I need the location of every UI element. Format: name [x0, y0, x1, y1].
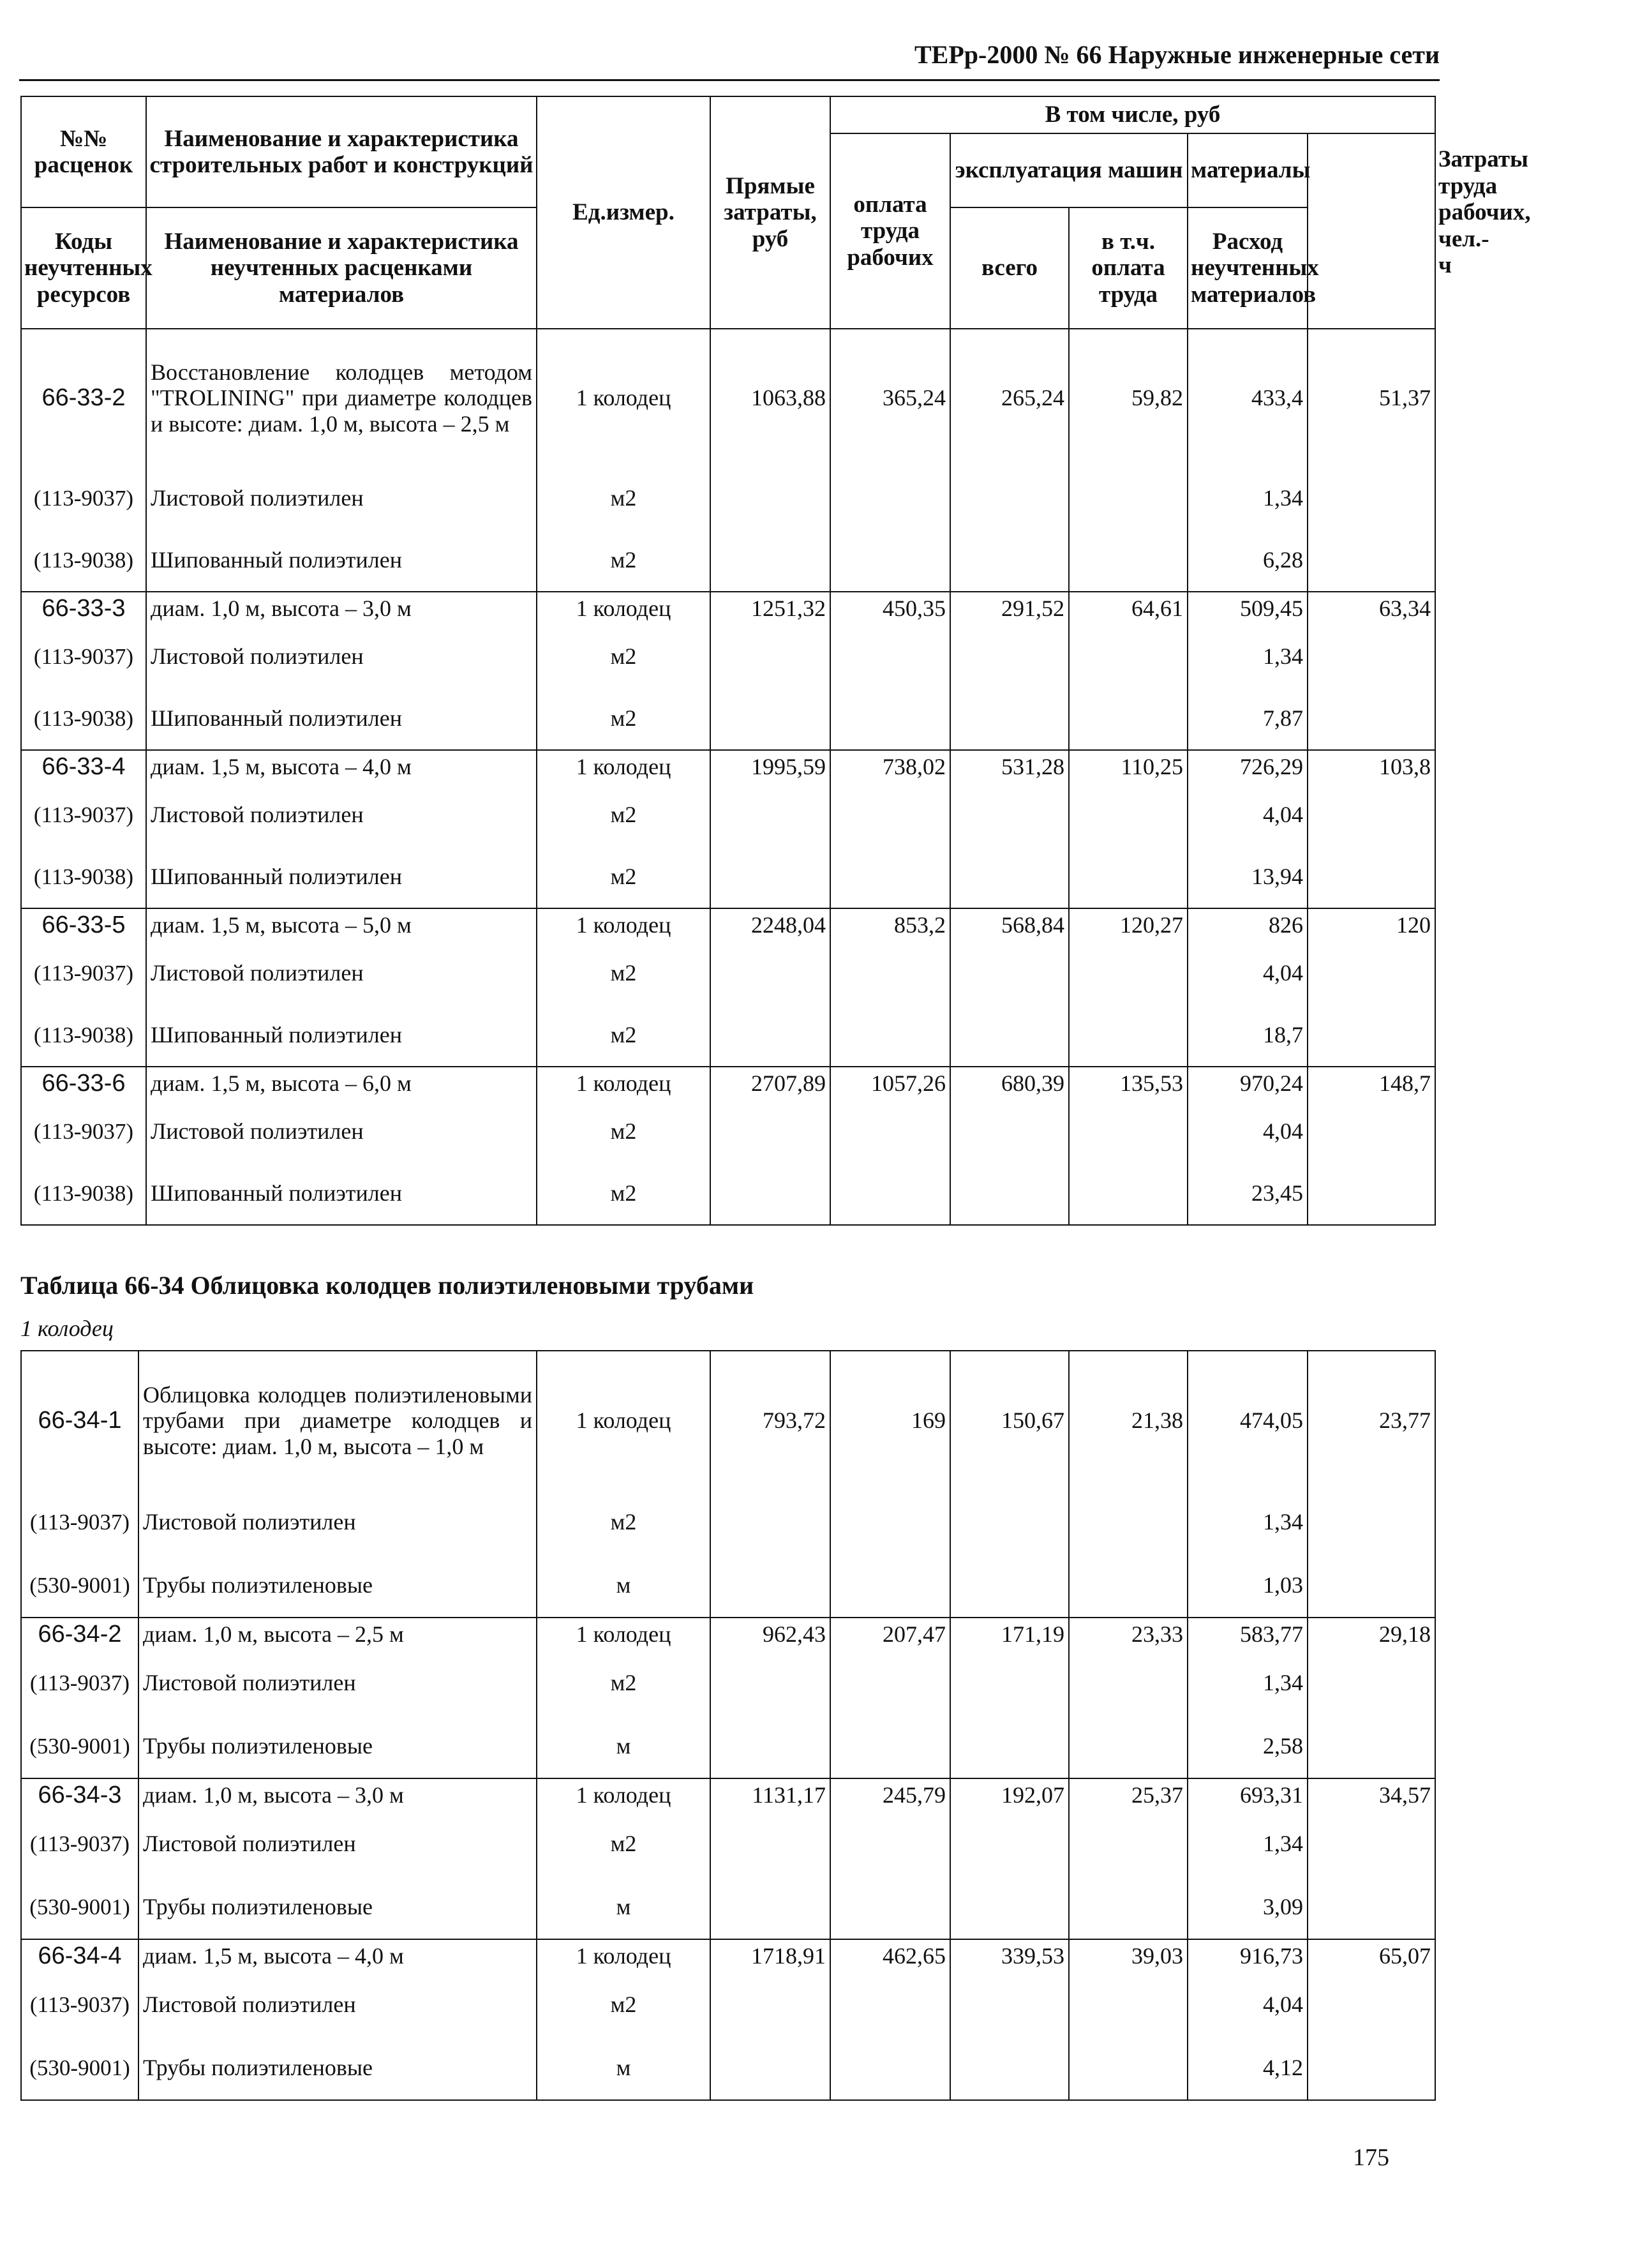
direct-costs: 2707,89 — [710, 1067, 830, 1100]
resource-unit: м2 — [537, 783, 710, 846]
rate-name: диам. 1,5 м, высота – 4,0 м — [146, 750, 537, 783]
labor-cost: 29,18 — [1308, 1618, 1435, 1651]
resource-row — [21, 529, 1435, 592]
rate-name: диам. 1,5 м, высота – 5,0 м — [146, 908, 537, 942]
machines-labor: 25,37 — [1069, 1778, 1188, 1812]
machines-labor: 39,03 — [1069, 1939, 1188, 1972]
resource-row — [21, 1100, 1435, 1162]
header-rule — [19, 79, 1440, 81]
materials: 693,31 — [1188, 1778, 1308, 1812]
rate-unit: 1 колодец — [537, 750, 710, 783]
labor-cost: 103,8 — [1308, 750, 1435, 783]
resource-unit: м2 — [537, 846, 710, 908]
resource-unit: м2 — [537, 467, 710, 529]
resource-qty: 23,45 — [1188, 1162, 1308, 1225]
rate-row — [21, 1778, 1435, 1812]
resource-unit: м2 — [537, 1972, 710, 2036]
resource-name: Трубы полиэтиленовые — [138, 2036, 537, 2100]
labor-cost: 65,07 — [1308, 1939, 1435, 1972]
rate-code: 66-34-1 — [21, 1351, 138, 1490]
machines-labor: 135,53 — [1069, 1067, 1188, 1100]
rate-unit: 1 колодец — [537, 1618, 710, 1651]
rate-code: 66-33-4 — [21, 750, 146, 783]
resource-qty: 18,7 — [1188, 1004, 1308, 1067]
rate-row — [21, 750, 1435, 783]
resource-unit: м2 — [537, 1162, 710, 1225]
machines-labor: 23,33 — [1069, 1618, 1188, 1651]
direct-costs: 1995,59 — [710, 750, 830, 783]
resource-code: (113-9037) — [21, 625, 146, 687]
resource-row — [21, 2036, 1435, 2100]
rate-row — [21, 592, 1435, 625]
rate-row — [21, 329, 1435, 467]
header-materials-top: материалы — [1188, 133, 1308, 207]
rate-row — [21, 1618, 1435, 1651]
labor-cost: 120 — [1308, 908, 1435, 942]
rate-row — [21, 1067, 1435, 1100]
rate-unit: 1 колодец — [537, 1939, 710, 1972]
resource-qty: 1,03 — [1188, 1554, 1308, 1618]
resource-qty: 2,58 — [1188, 1715, 1308, 1778]
resource-code: (113-9037) — [21, 942, 146, 1004]
resource-code: (530-9001) — [21, 1554, 138, 1618]
resource-unit: м2 — [537, 529, 710, 592]
resource-qty: 4,04 — [1188, 1972, 1308, 2036]
materials: 916,73 — [1188, 1939, 1308, 1972]
resource-code: (530-9001) — [21, 1715, 138, 1778]
materials: 433,4 — [1188, 329, 1308, 467]
rates-table-66-34 — [20, 1350, 1436, 2101]
resource-qty: 1,34 — [1188, 467, 1308, 529]
header-machines: эксплуатация машин — [950, 133, 1188, 207]
labor-pay: 853,2 — [830, 908, 950, 942]
rate-unit: 1 колодец — [537, 1778, 710, 1812]
resource-qty: 1,34 — [1188, 1490, 1308, 1554]
materials: 970,24 — [1188, 1067, 1308, 1100]
labor-cost: 34,57 — [1308, 1778, 1435, 1812]
rate-name: Восстановление колодцев методом "TROLINING" при диаметре колодцев и высоте: диам. 1,0 м, высота – 2,5 м — [146, 329, 537, 467]
resource-row — [21, 467, 1435, 529]
machines-labor: 59,82 — [1069, 329, 1188, 467]
resource-row — [21, 1554, 1435, 1618]
resource-name: Листовой полиэтилен — [146, 1100, 537, 1162]
rate-code: 66-34-4 — [21, 1939, 138, 1972]
direct-costs: 1063,88 — [710, 329, 830, 467]
resource-code: (113-9037) — [21, 1812, 138, 1875]
table-66-34-unit-note: 1 колодец — [20, 1316, 114, 1341]
resource-name: Шипованный полиэтилен — [146, 1162, 537, 1225]
resource-code: (113-9037) — [21, 1972, 138, 2036]
materials: 583,77 — [1188, 1618, 1308, 1651]
labor-pay: 1057,26 — [830, 1067, 950, 1100]
direct-costs: 2248,04 — [710, 908, 830, 942]
rate-code: 66-33-6 — [21, 1067, 146, 1100]
resource-row — [21, 1162, 1435, 1225]
resource-qty: 13,94 — [1188, 846, 1308, 908]
labor-cost: 148,7 — [1308, 1067, 1435, 1100]
machines-total: 339,53 — [950, 1939, 1069, 1972]
rate-name: диам. 1,5 м, высота – 6,0 м — [146, 1067, 537, 1100]
resource-unit: м2 — [537, 625, 710, 687]
rate-name: диам. 1,0 м, высота – 3,0 м — [138, 1778, 537, 1812]
resource-code: (113-9038) — [21, 1162, 146, 1225]
resource-name: Листовой полиэтилен — [146, 783, 537, 846]
resource-name: Шипованный полиэтилен — [146, 1004, 537, 1067]
labor-pay: 169 — [830, 1351, 950, 1490]
table-66-34-caption: Таблица 66-34 Облицовка колодцев полиэтиленовыми трубами — [20, 1271, 754, 1300]
rate-code: 66-33-3 — [21, 592, 146, 625]
resource-row — [21, 1004, 1435, 1067]
header-machines-total: всего — [950, 207, 1069, 329]
resource-qty: 4,04 — [1188, 942, 1308, 1004]
direct-costs: 1131,17 — [710, 1778, 830, 1812]
resource-unit: м — [537, 2036, 710, 2100]
machines-labor: 110,25 — [1069, 750, 1188, 783]
machines-total: 291,52 — [950, 592, 1069, 625]
header-direct-costs: Прямые затраты, руб — [710, 96, 830, 329]
rate-code: 66-33-2 — [21, 329, 146, 467]
rate-name: диам. 1,0 м, высота – 3,0 м — [146, 592, 537, 625]
labor-cost: 51,37 — [1308, 329, 1435, 467]
rates-table-66-33: №№ расценок Наименование и характеристика строительных работ и конструкций Ед.измер. Прямые затраты, руб В том числе, руб Затраты труда рабочих, чел.-ч оплата труда рабочих эксплуатация машин материалы Коды неучтенных ресурсов Наименование и характеристика неучтенных расценками материалов всего в т.ч. оплата труда Расход неучтенных материалов 66-33-2 Восстановление колодцев методом "TROLINING" при диаметре колодцев и высоте: диам. 1,0 м, высота – 2,5 м 1 колодец 1063,88 365,24 265,24 59,82 433,4 51,37 (113-9037) Листовой полиэтилен м2 1,34 (113-9038) Шипованный полиэтилен м2 6,28 66-33-3 диам. 1,0 м, высота – 3,0 м 1 колодец 1251,32 450,35 291,52 64,61 509,45 63,34 (113-9037) Листовой полиэтилен м2 1,34 (113-9038) Шипованный полиэтилен м2 7,87 66-33-4 диам. 1,5 м, высота – 4,0 м 1 колодец 1995,59 738,02 531,28 110,25 726,29 103,8 (113-9037) Листовой полиэтилен м2 4,04 (113-9038) Шипованный полиэтилен м2 13,94 66-33-5 диам. 1,5 м, высота – 5,0 м 1 колодец 2248,04 853,2 568,84 120,27 826 120 (113-9037) Листовой полиэтилен м2 4,04 (113-9038) Шипованный полиэтилен м2 18,7 66-33-6 диам. 1,5 м, высота – 6,0 м 1 колодец 2707,89 1057,26 680,39 135,53 970,24 148,7 (113-9037) Листовой полиэтилен м2 4,04 (113-9038) Шипованный полиэтилен м2 23,45 — [20, 96, 1436, 1226]
rate-unit: 1 колодец — [537, 908, 710, 942]
direct-costs: 1251,32 — [710, 592, 830, 625]
rate-code: 66-34-3 — [21, 1778, 138, 1812]
header-machines-labor: в т.ч. оплата труда — [1069, 207, 1188, 329]
resource-qty: 4,04 — [1188, 1100, 1308, 1162]
resource-unit: м2 — [537, 1490, 710, 1554]
header-materials-bottom: Расход неучтенных материалов — [1188, 207, 1308, 329]
materials: 826 — [1188, 908, 1308, 942]
resource-row — [21, 846, 1435, 908]
resource-unit: м — [537, 1715, 710, 1778]
direct-costs: 1718,91 — [710, 1939, 830, 1972]
resource-unit: м2 — [537, 1812, 710, 1875]
resource-unit: м2 — [537, 1100, 710, 1162]
machines-total: 171,19 — [950, 1618, 1069, 1651]
header-codes-bottom: Коды неучтенных ресурсов — [21, 207, 146, 329]
materials: 726,29 — [1188, 750, 1308, 783]
rate-name: диам. 1,0 м, высота – 2,5 м — [138, 1618, 537, 1651]
resource-qty: 1,34 — [1188, 625, 1308, 687]
header-codes-top: №№ расценок — [21, 96, 146, 207]
resource-qty: 4,04 — [1188, 783, 1308, 846]
machines-total: 568,84 — [950, 908, 1069, 942]
rate-name: Облицовка колодцев полиэтиленовыми трубами при диаметре колодцев и высоте: диам. 1,0 м, высота – 1,0 м — [138, 1351, 537, 1490]
resource-unit: м2 — [537, 942, 710, 1004]
labor-pay: 207,47 — [830, 1618, 950, 1651]
resource-unit: м2 — [537, 1651, 710, 1715]
header-labor-pay: оплата труда рабочих — [830, 133, 950, 329]
direct-costs: 793,72 — [710, 1351, 830, 1490]
resource-code: (113-9037) — [21, 1490, 138, 1554]
resource-row — [21, 1972, 1435, 2036]
rate-code: 66-33-5 — [21, 908, 146, 942]
resource-name: Трубы полиэтиленовые — [138, 1715, 537, 1778]
machines-total: 265,24 — [950, 329, 1069, 467]
resource-name: Листовой полиэтилен — [146, 625, 537, 687]
resource-code: (113-9038) — [21, 846, 146, 908]
resource-code: (113-9037) — [21, 467, 146, 529]
labor-pay: 462,65 — [830, 1939, 950, 1972]
resource-row — [21, 687, 1435, 750]
materials: 474,05 — [1188, 1351, 1308, 1490]
resource-row — [21, 1651, 1435, 1715]
resource-qty: 3,09 — [1188, 1875, 1308, 1939]
labor-pay: 738,02 — [830, 750, 950, 783]
header-including: В том числе, руб — [830, 96, 1435, 133]
resource-name: Шипованный полиэтилен — [146, 529, 537, 592]
resource-row — [21, 942, 1435, 1004]
resource-unit: м2 — [537, 687, 710, 750]
resource-unit: м — [537, 1875, 710, 1939]
machines-total: 680,39 — [950, 1067, 1069, 1100]
resource-unit: м2 — [537, 1004, 710, 1067]
resource-row — [21, 1875, 1435, 1939]
resource-row — [21, 1812, 1435, 1875]
resource-code: (113-9038) — [21, 687, 146, 750]
page-header-title: ТЕРр-2000 № 66 Наружные инженерные сети — [914, 40, 1440, 69]
resource-name: Шипованный полиэтилен — [146, 687, 537, 750]
resource-name: Шипованный полиэтилен — [146, 846, 537, 908]
resource-name: Листовой полиэтилен — [146, 942, 537, 1004]
resource-qty: 7,87 — [1188, 687, 1308, 750]
materials: 509,45 — [1188, 592, 1308, 625]
machines-labor: 21,38 — [1069, 1351, 1188, 1490]
resource-row — [21, 1490, 1435, 1554]
resource-row — [21, 625, 1435, 687]
header-name-bottom: Наименование и характеристика неучтенных расценками материалов — [146, 207, 537, 329]
resource-code: (113-9037) — [21, 1651, 138, 1715]
rate-row — [21, 1939, 1435, 1972]
resource-code: (113-9038) — [21, 1004, 146, 1067]
machines-total: 150,67 — [950, 1351, 1069, 1490]
resource-row — [21, 1715, 1435, 1778]
rate-unit: 1 колодец — [537, 1067, 710, 1100]
rate-name: диам. 1,5 м, высота – 4,0 м — [138, 1939, 537, 1972]
resource-name: Листовой полиэтилен — [146, 467, 537, 529]
resource-code: (113-9037) — [21, 1100, 146, 1162]
labor-cost: 63,34 — [1308, 592, 1435, 625]
machines-total: 192,07 — [950, 1778, 1069, 1812]
rate-unit: 1 колодец — [537, 1351, 710, 1490]
machines-labor: 64,61 — [1069, 592, 1188, 625]
resource-name: Листовой полиэтилен — [138, 1651, 537, 1715]
resource-name: Листовой полиэтилен — [138, 1812, 537, 1875]
direct-costs: 962,43 — [710, 1618, 830, 1651]
labor-pay: 450,35 — [830, 592, 950, 625]
labor-pay: 245,79 — [830, 1778, 950, 1812]
resource-qty: 6,28 — [1188, 529, 1308, 592]
header-name-top: Наименование и характеристика строительных работ и конструкций — [146, 96, 537, 207]
resource-qty: 4,12 — [1188, 2036, 1308, 2100]
rate-unit: 1 колодец — [537, 329, 710, 467]
rate-unit: 1 колодец — [537, 592, 710, 625]
rate-code: 66-34-2 — [21, 1618, 138, 1651]
rate-row — [21, 1351, 1435, 1490]
resource-qty: 1,34 — [1188, 1812, 1308, 1875]
page-number: 175 — [1353, 2144, 1389, 2171]
resource-unit: м — [537, 1554, 710, 1618]
header-unit: Ед.измер. — [537, 96, 710, 329]
labor-pay: 365,24 — [830, 329, 950, 467]
resource-code: (530-9001) — [21, 2036, 138, 2100]
labor-cost: 23,77 — [1308, 1351, 1435, 1490]
resource-row — [21, 783, 1435, 846]
resource-name: Листовой полиэтилен — [138, 1972, 537, 2036]
resource-code: (530-9001) — [21, 1875, 138, 1939]
resource-code: (113-9038) — [21, 529, 146, 592]
resource-qty: 1,34 — [1188, 1651, 1308, 1715]
rate-row — [21, 908, 1435, 942]
resource-name: Трубы полиэтиленовые — [138, 1554, 537, 1618]
machines-total: 531,28 — [950, 750, 1069, 783]
resource-name: Трубы полиэтиленовые — [138, 1875, 537, 1939]
machines-labor: 120,27 — [1069, 908, 1188, 942]
resource-name: Листовой полиэтилен — [138, 1490, 537, 1554]
resource-code: (113-9037) — [21, 783, 146, 846]
